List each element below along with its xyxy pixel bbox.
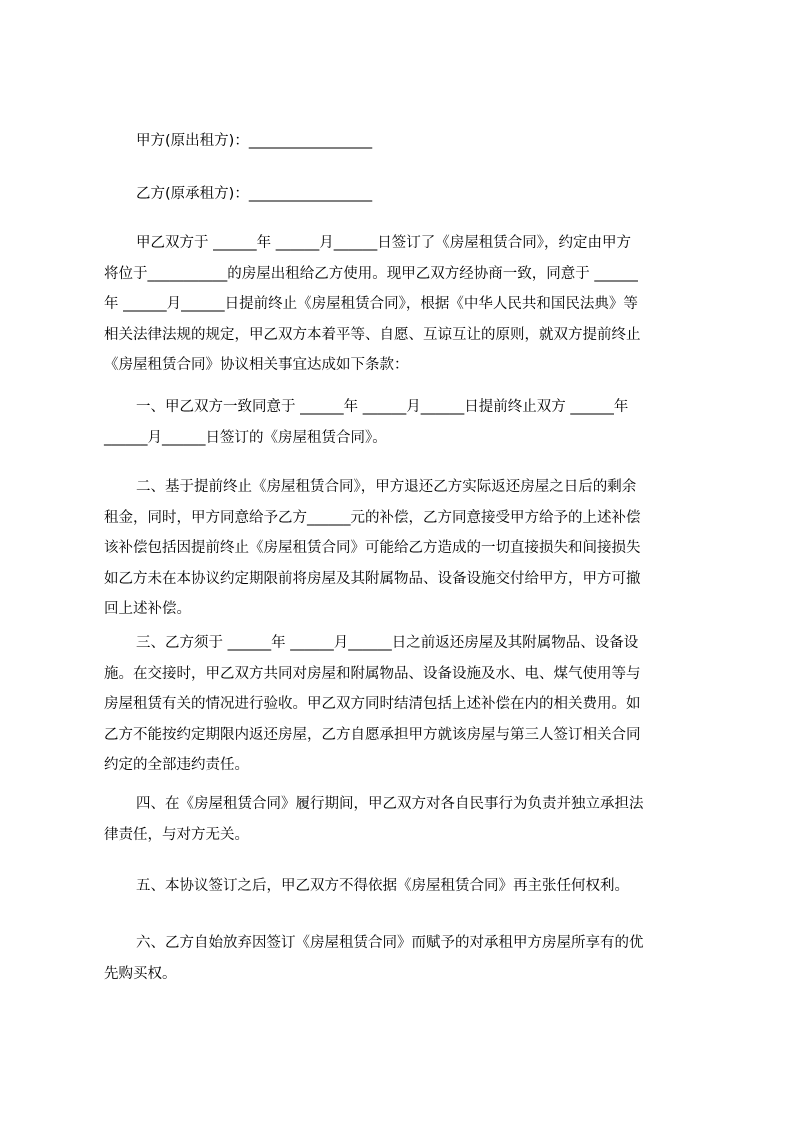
- clause-1: [104, 392, 704, 453]
- clause-4: [104, 789, 704, 850]
- text-line: 约定的全部违约责任。: [104, 757, 249, 773]
- text-line: 先购买权。: [104, 965, 177, 982]
- text-line: 租金，同时，甲方同意给予乙方______元的补偿，乙方同意接受甲方给予的上述补偿: [104, 509, 641, 526]
- clause-6: [104, 928, 704, 989]
- clause-5: [104, 871, 704, 902]
- intro-paragraph: [104, 228, 704, 381]
- text-line: 二、基于提前终止《房屋租赁合同》，甲方退还乙方实际返还房屋之日后的剩余: [136, 479, 637, 495]
- text-line: 施。在交接时，甲乙双方共同对房屋和附属物品、设备设施及水、电、煤气使用等与: [104, 665, 641, 682]
- text-line: 如乙方未在本协议约定期限前将房屋及其附属物品、设备设施交付给甲方，甲方可撤: [104, 570, 641, 587]
- clause-2: [104, 472, 704, 625]
- text-line: 六、乙方自始放弃因签订《房屋租赁合同》而赋予的对承租甲方房屋所享有的优: [136, 935, 644, 951]
- text-line: 回上述补偿。: [104, 601, 191, 617]
- text-line: 乙方不能按约定期限内返还房屋，乙方自愿承担甲方就该房屋与第三人签订相关合同: [104, 726, 641, 743]
- text-line: 将位于___________的房屋出租给乙方使用。现甲乙双方经协商一致，同意于 ______: [104, 265, 638, 282]
- text-line: 律责任，与对方无关。: [104, 826, 249, 843]
- text-line: 年 ______月______日提前终止《房屋租赁合同》，根据《中华人民共和国民法典》等: [104, 296, 638, 312]
- text-line: 相关法律法规的规定，甲乙双方本着平等、自愿、互谅互让的原则，就双方提前终止: [104, 326, 641, 343]
- text-line: ______月______日签订的《房屋租赁合同》。: [104, 429, 387, 446]
- clause-3: [104, 628, 704, 781]
- text-line: 三、乙方须于 ______年 ______月______日之前返还房屋及其附属物品、设备设: [136, 635, 639, 651]
- text-line: 五、本协议签订之后，甲乙双方不得依据《房屋租赁合同》再主张任何权利。: [136, 878, 629, 894]
- text-line: 《房屋租赁合同》协议相关事宜达成如下条款：: [104, 357, 409, 373]
- text-line: 一、甲乙双方一致同意于 ______年 ______月______日提前终止双方 ______年: [136, 399, 629, 415]
- text-line: 四、在《房屋租赁合同》履行期间，甲乙双方对各自民事行为负责并独立承担法: [136, 796, 644, 812]
- text-line: 该补偿包括因提前终止《房屋租赁合同》可能给乙方造成的一切直接损失和间接损失: [104, 540, 641, 556]
- party-b-line: 乙方(原承租方)：_________________: [136, 186, 373, 202]
- text-line: 甲乙双方于 ______年 ______月______日签订了《房屋租赁合同》，约定由甲方: [136, 235, 631, 251]
- text-line: 房屋租赁有关的情况进行验收。甲乙双方同时结清包括上述补偿在内的相关费用。如: [104, 696, 641, 712]
- party-a-line: 甲方(原出租方)：_________________: [136, 133, 373, 149]
